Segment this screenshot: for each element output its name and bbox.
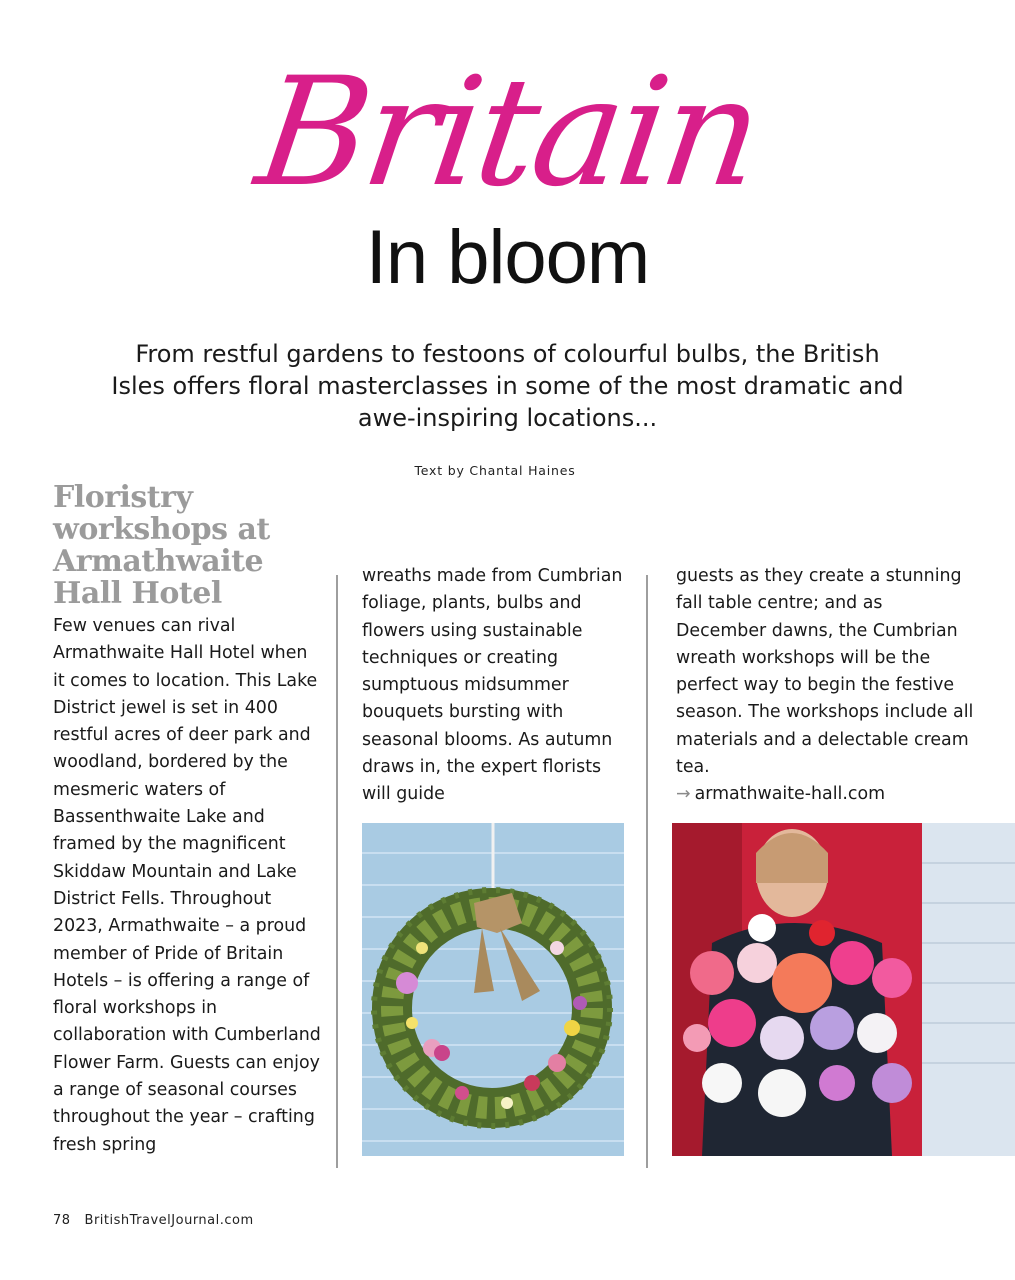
page-number: 78 — [53, 1213, 71, 1228]
article-column-3 — [676, 563, 976, 809]
column-divider — [646, 575, 648, 1168]
website-link-label[interactable]: armathwaite-hall.com — [694, 784, 886, 805]
article-column-3-text: guests as they create a stunning fall table centre; and as December dawns, the Cumbrian wreath workshops will be the perfect way to begin the festive season. The workshops include all materials and a delectable cream tea. — [676, 566, 974, 778]
arrow-right-icon: → — [676, 784, 691, 805]
florist-bouquet-photo — [672, 823, 1015, 1156]
column-divider — [336, 575, 338, 1168]
title-script-britain: Britain — [247, 46, 769, 220]
article-column-1: Few venues can rival Armathwaite Hall Hotel when it comes to location. This Lake District jewel is set in 400 restful acres of deer park and woodland, bordered by the mesmeric waters of Bassenthwaite Lake and framed by the magnificent Skiddaw Mountain and Lake District Fells. Throughout 2023, Armathwaite – a proud member of Pride of Britain Hotels – is offering a range of floral workshops in collaboration with Cumberland Flower Farm. Guests can enjoy a range of seasonal courses throughout the year – crafting fresh spring — [53, 616, 321, 1155]
article-heading: Floristry workshops at Armathwaite Hall Hotel — [53, 480, 270, 611]
title-in-bloom: In bloom — [365, 215, 650, 300]
article-column-2: wreaths made from Cumbrian foliage, plants, bulbs and flowers using sustainable techniques or creating sumptuous midsummer bouquets bursting with seasonal blooms. As autumn draws in, the expert florists will guide — [362, 566, 623, 805]
page-footer — [53, 1213, 254, 1228]
byline: Text by Chantal Haines — [414, 463, 576, 478]
footer-site: BritishTravelJournal.com — [84, 1213, 254, 1228]
website-link[interactable] — [676, 781, 976, 808]
spring-wreath-photo — [362, 823, 624, 1156]
standfirst: From restful gardens to festoons of colourful bulbs, the British Isles offers floral masterclasses in some of the most dramatic and awe-inspiring locations... — [111, 340, 904, 432]
